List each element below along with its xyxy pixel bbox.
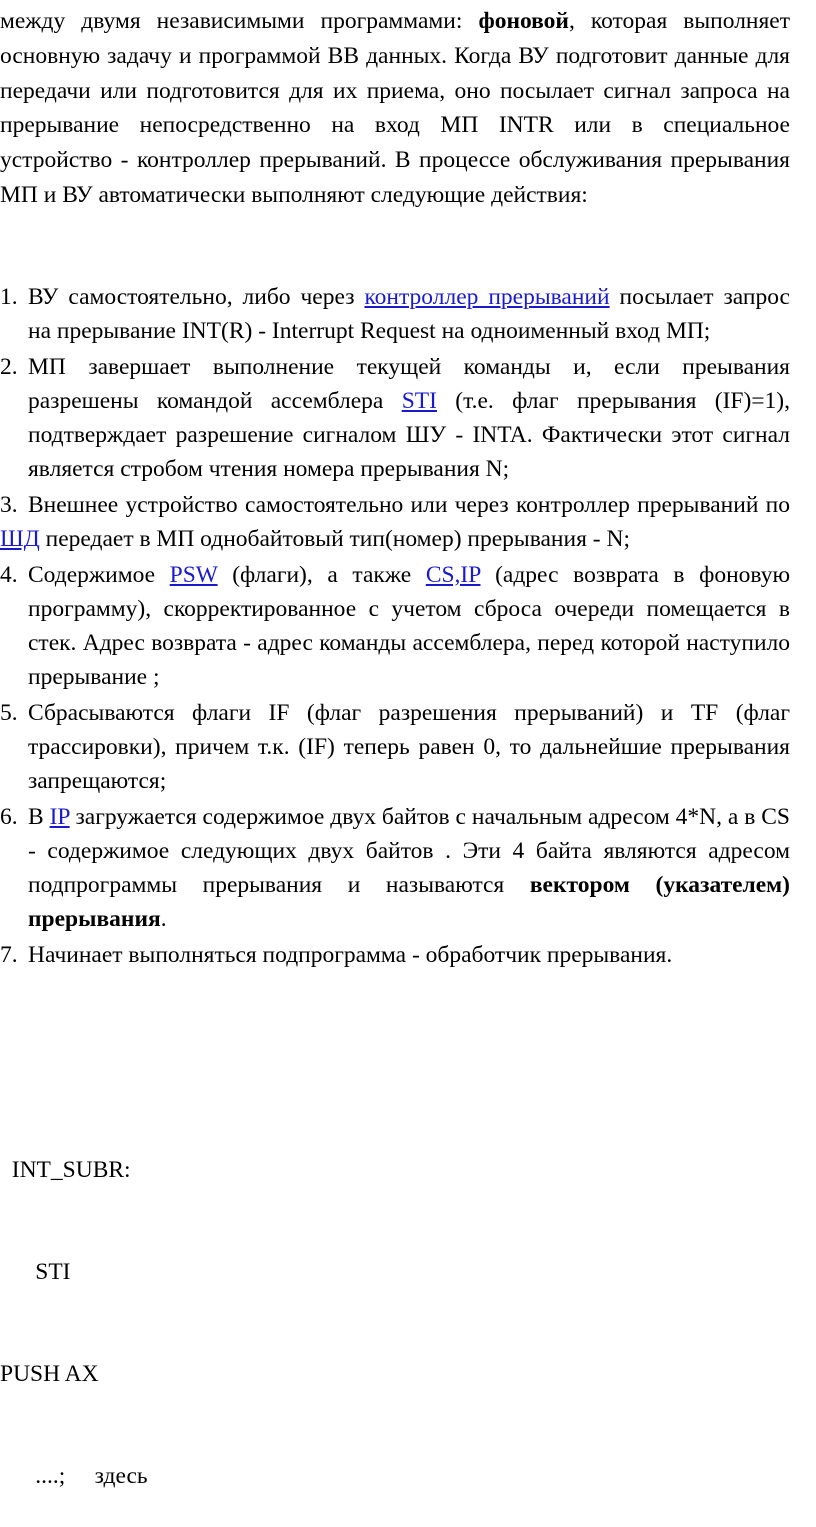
intro-text-1: между двумя независимыми программами: bbox=[0, 8, 479, 34]
list-item bbox=[0, 558, 790, 694]
item-number: 1. bbox=[0, 284, 18, 310]
item-number: 2. bbox=[0, 354, 18, 380]
list-item bbox=[0, 938, 790, 972]
item-number: 4. bbox=[0, 562, 18, 588]
intro-bold-term: фоновой bbox=[478, 8, 569, 34]
link-psw[interactable]: PSW bbox=[169, 562, 218, 588]
item-text: Начинает выполняться подпрограмма - обработчик прерывания. bbox=[28, 942, 673, 968]
link-interrupt-controller[interactable]: контроллер прерываний bbox=[364, 284, 610, 310]
link-sti[interactable]: STI bbox=[401, 388, 437, 414]
item-number: 5. bbox=[0, 700, 18, 726]
code-listing bbox=[0, 1085, 148, 1527]
intro-paragraph bbox=[0, 4, 790, 213]
item-text: Сбрасываются флаги IF (флаг разрешения прерываний) и TF (флаг трассировки), причем т.к. (IF) теперь равен 0, то дальнейшие прерывания запрещаются; bbox=[28, 700, 790, 794]
list-item bbox=[0, 696, 790, 798]
code-line: PUSH AX bbox=[0, 1361, 99, 1387]
list-item bbox=[0, 280, 790, 348]
list-item bbox=[0, 350, 790, 486]
item-text: Внешнее устройство самостоятельно или через контроллер прерываний по bbox=[28, 492, 790, 518]
item-number: 7. bbox=[0, 942, 18, 968]
link-ip[interactable]: IP bbox=[49, 804, 70, 830]
item-text: . bbox=[160, 906, 167, 932]
item-text: (т.е. флаг прерывания (IF)=1), подтверждает разрешение сигналом ШУ - INTA. Фактически этот сигнал является стробом чтения номера прерывания N; bbox=[28, 388, 791, 482]
link-data-bus[interactable]: ШД bbox=[0, 526, 40, 552]
steps-list bbox=[0, 280, 790, 972]
item-text: ВУ самостоятельно, либо через bbox=[28, 284, 365, 310]
item-number: 3. bbox=[0, 492, 18, 518]
list-item bbox=[0, 800, 790, 936]
bold-term-vector: вектором (указателем) прерывания bbox=[28, 872, 791, 932]
item-text: В bbox=[28, 804, 50, 830]
link-cs-ip[interactable]: CS,IP bbox=[425, 562, 481, 588]
intro-text-2: , которая выполняет основную задачу и программой ВВ данных. Когда ВУ подготовит данные для передачи или подготовится для их приема, оно посылает сигнал запроса на прерывание непосредственно на вход МП INTR или в специальное устройство - контроллер прерываний. В процессе обслуживания прерывания МП и ВУ автоматически выполняют следующие действия: bbox=[0, 8, 791, 208]
item-text: (флаги), а также bbox=[217, 562, 426, 588]
item-text: посылает запрос на прерывание INT(R) - Interrupt Request на одноименный вход МП; bbox=[28, 284, 790, 344]
item-text: загружается содержимое двух байтов с начальным адресом 4*N, а в CS - содержимое следующих двух байтов . Эти 4 байта являются адресом подпрограммы прерывания и называются bbox=[28, 804, 790, 898]
item-text: МП завершает выполнение текущей команды и, если преывания разрешены командой ассемблера bbox=[28, 354, 790, 414]
code-line: ....; здесь bbox=[0, 1463, 148, 1489]
item-number: 6. bbox=[0, 804, 18, 830]
item-text: (адрес возврата в фоновую программу), скорректированное с учетом сброса очереди помещается в стек. Адрес возврата - адрес команды ассемблера, перед которой наступило прерывание ; bbox=[28, 562, 790, 690]
item-text: Содержимое bbox=[28, 562, 170, 588]
code-line: STI bbox=[0, 1259, 71, 1285]
item-text: передает в МП однобайтовый тип(номер) прерывания - N; bbox=[39, 526, 630, 552]
code-line: INT_SUBR: bbox=[0, 1157, 131, 1183]
list-item bbox=[0, 488, 790, 556]
